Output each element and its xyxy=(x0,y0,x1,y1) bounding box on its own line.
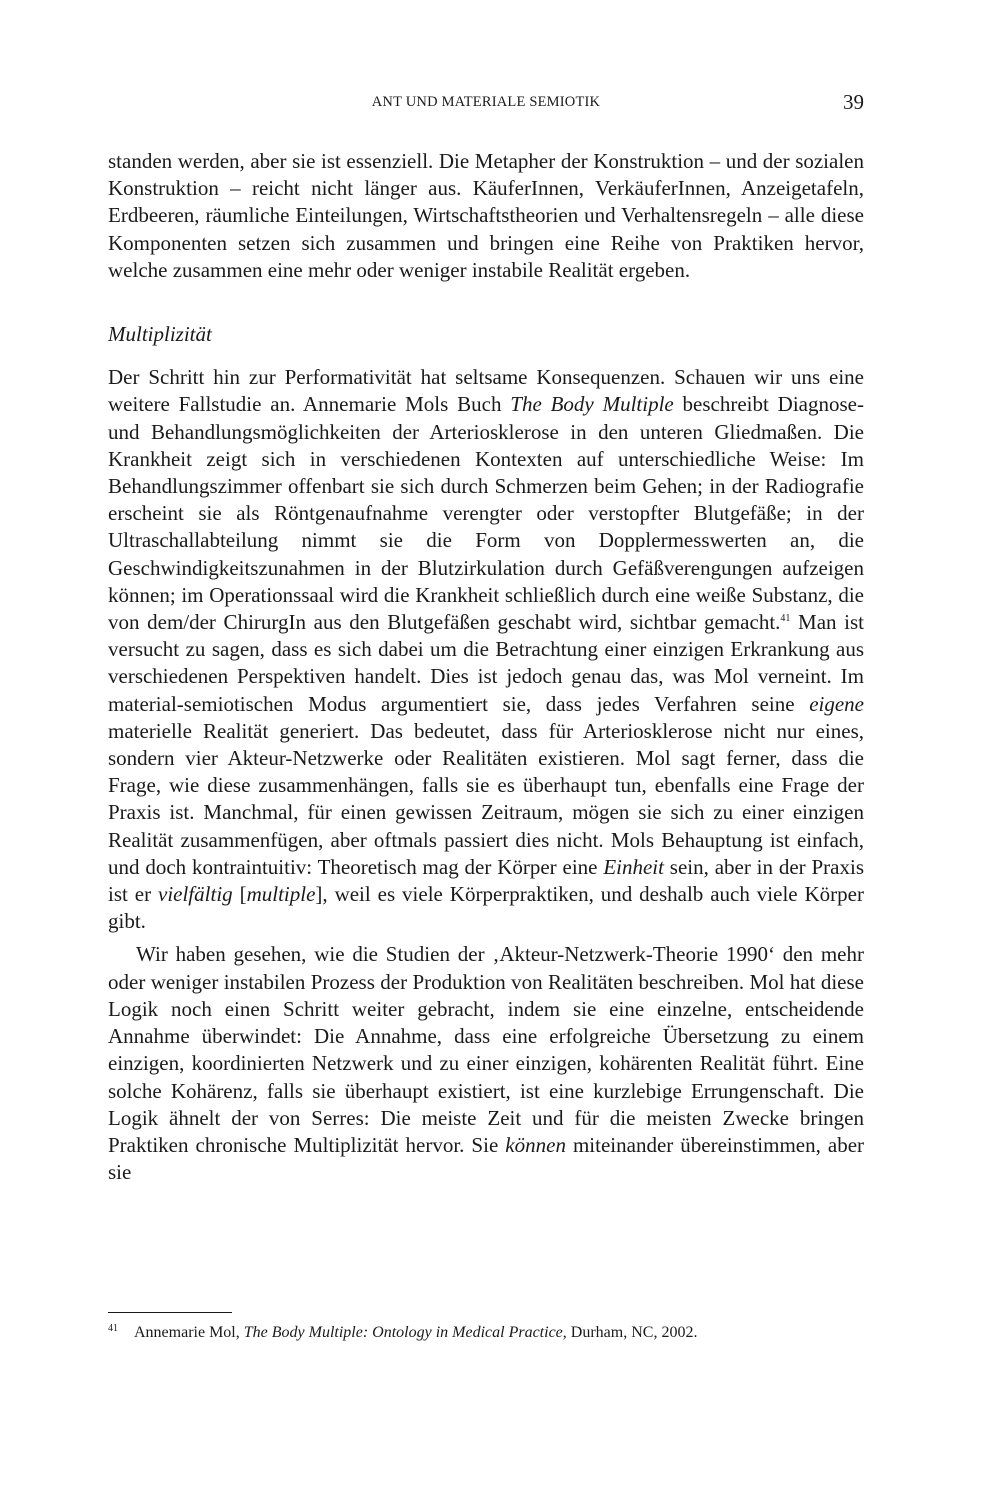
footnote-author: Annemarie Mol, xyxy=(134,1324,244,1341)
running-head: ANT UND MATERIALE SEMIOTIK xyxy=(371,94,601,110)
paragraph xyxy=(108,364,864,935)
emphasis: Einheit xyxy=(603,854,664,879)
footnote-reference[interactable]: 41 xyxy=(780,613,791,625)
section-heading: Multiplizität xyxy=(108,322,212,347)
emphasis: können xyxy=(505,1132,566,1157)
emphasis: multiple xyxy=(246,882,316,907)
footnote-title: The Body Multiple: Ontology in Medical Practice xyxy=(243,1324,563,1341)
text-run: Wir haben gesehen, wie die Studien der ‚Akteur-Netzwerk-Theorie 1990‘ den mehr oder weniger instabilen Prozess der Produktion von Realitäten beschreiben. Mol hat diese Logik noch einen Schritt weiter gebracht, indem sie eine einzelne, entscheidende Annahme überwindet: Die Annahme, dass eine erfolgreiche Übersetzung zu einem einzigen, koordinierten Netzwerk und zu einer einzigen, kohärenten Realität führt. Eine solche Kohärenz, falls sie überhaupt existiert, ist eine kurzlebige Errungenschaft. Die Logik ähnelt der von Serres: Die meiste Zeit und für die meisten Zwecke bringen Praktiken chronische Multiplizität hervor. Sie xyxy=(108,942,864,1157)
footnote-rest: , Durham, NC, 2002. xyxy=(562,1324,698,1341)
text-run: miteinander übereinstimmen, aber sie xyxy=(108,1132,865,1185)
text-run: materielle Realität generiert. Das bedeutet, dass für Arteriosklerose nicht nur eines, sondern vier Akteur-Netzwerke oder Realitäten existieren. Mol sagt ferner, dass die Frage, wie diese zusammenhängen, falls sie es überhaupt tun, ebenfalls eine Frage der Praxis ist. Manchmal, für einen gewissen Zeitraum, mögen sie sich zu einer einzigen Realität zusammenfügen, aber oftmals passiert dies nicht. Mols Behauptung ist einfach, und doch kontraintuitiv: Theoretisch mag der Körper eine xyxy=(108,718,864,879)
text-run: sein, aber in der Praxis ist er xyxy=(108,854,864,907)
text-run: Der Schritt hin zur Performativität hat seltsame Konsequenzen. Schauen wir uns eine weitere Fallstudie an. Annemarie Mols Buch xyxy=(108,365,864,417)
footnotes xyxy=(108,1312,864,1343)
text-run: beschreibt Diagnose- und Behandlungsmöglichkeiten der Arteriosklerose in den unteren Gliedmaßen. Die Krankheit zeigt sich in verschiedenen Kontexten auf unterschiedliche Weise: Im Behandlungszimmer offenbart sie sich durch Schmerzen beim Gehen; in der Radiografie erscheint sie als Röntgenaufnahme verengter oder verstopfter Blutgefäße; in der Ultraschallabteilung nimmt sie die Form von Dopplermesswerten an, die Geschwindigkeitszunahmen in der Blutzirkulation durch Gefäßverengungen aufzeigen können; im Operationssaal wird die Krankheit schließlich durch eine weiße Substanz, die von dem/der ChirurgIn aus den Blutgefäßen geschabt wird, sichtbar gemacht. xyxy=(108,392,864,635)
text-run: ], weil es viele Körperpraktiken, und deshalb auch viele Körper gibt. xyxy=(108,882,864,934)
book-title: The Body Multiple xyxy=(510,392,674,417)
main-text xyxy=(108,148,864,1186)
page-header xyxy=(108,90,864,120)
emphasis: eigene xyxy=(809,691,864,716)
footnote-divider xyxy=(108,1312,232,1313)
footnote-number: 41 xyxy=(108,1323,118,1334)
paragraph xyxy=(108,941,864,1186)
paragraph: standen werden, aber sie ist essenziell. Die Metapher der Konstruktion – und der sozialen Konstruktion – reicht nicht länger aus. KäuferInnen, VerkäuferInnen, Anzeigetafeln, Erdbeeren, räumliche Einteilungen, Wirtschaftstheorien und Verhaltensregeln – alle diese Komponenten setzen sich zusammen und bringen eine Reihe von Praktiken hervor, welche zusammen eine mehr oder weniger instabile Realität ergeben. xyxy=(108,149,864,282)
page-number: 39 xyxy=(843,90,864,114)
footnote xyxy=(108,1323,864,1343)
text-run: [ xyxy=(232,882,247,907)
text-run: Man ist versucht zu sagen, dass es sich dabei um die Betrachtung einer einzigen Erkrankung aus verschiedenen Perspektiven handelt. Dies ist jedoch genau das, was Mol verneint. Im material-semiotischen Modus argumentiert sie, dass jedes Verfahren seine xyxy=(108,610,864,716)
emphasis: vielfältig xyxy=(158,882,233,907)
